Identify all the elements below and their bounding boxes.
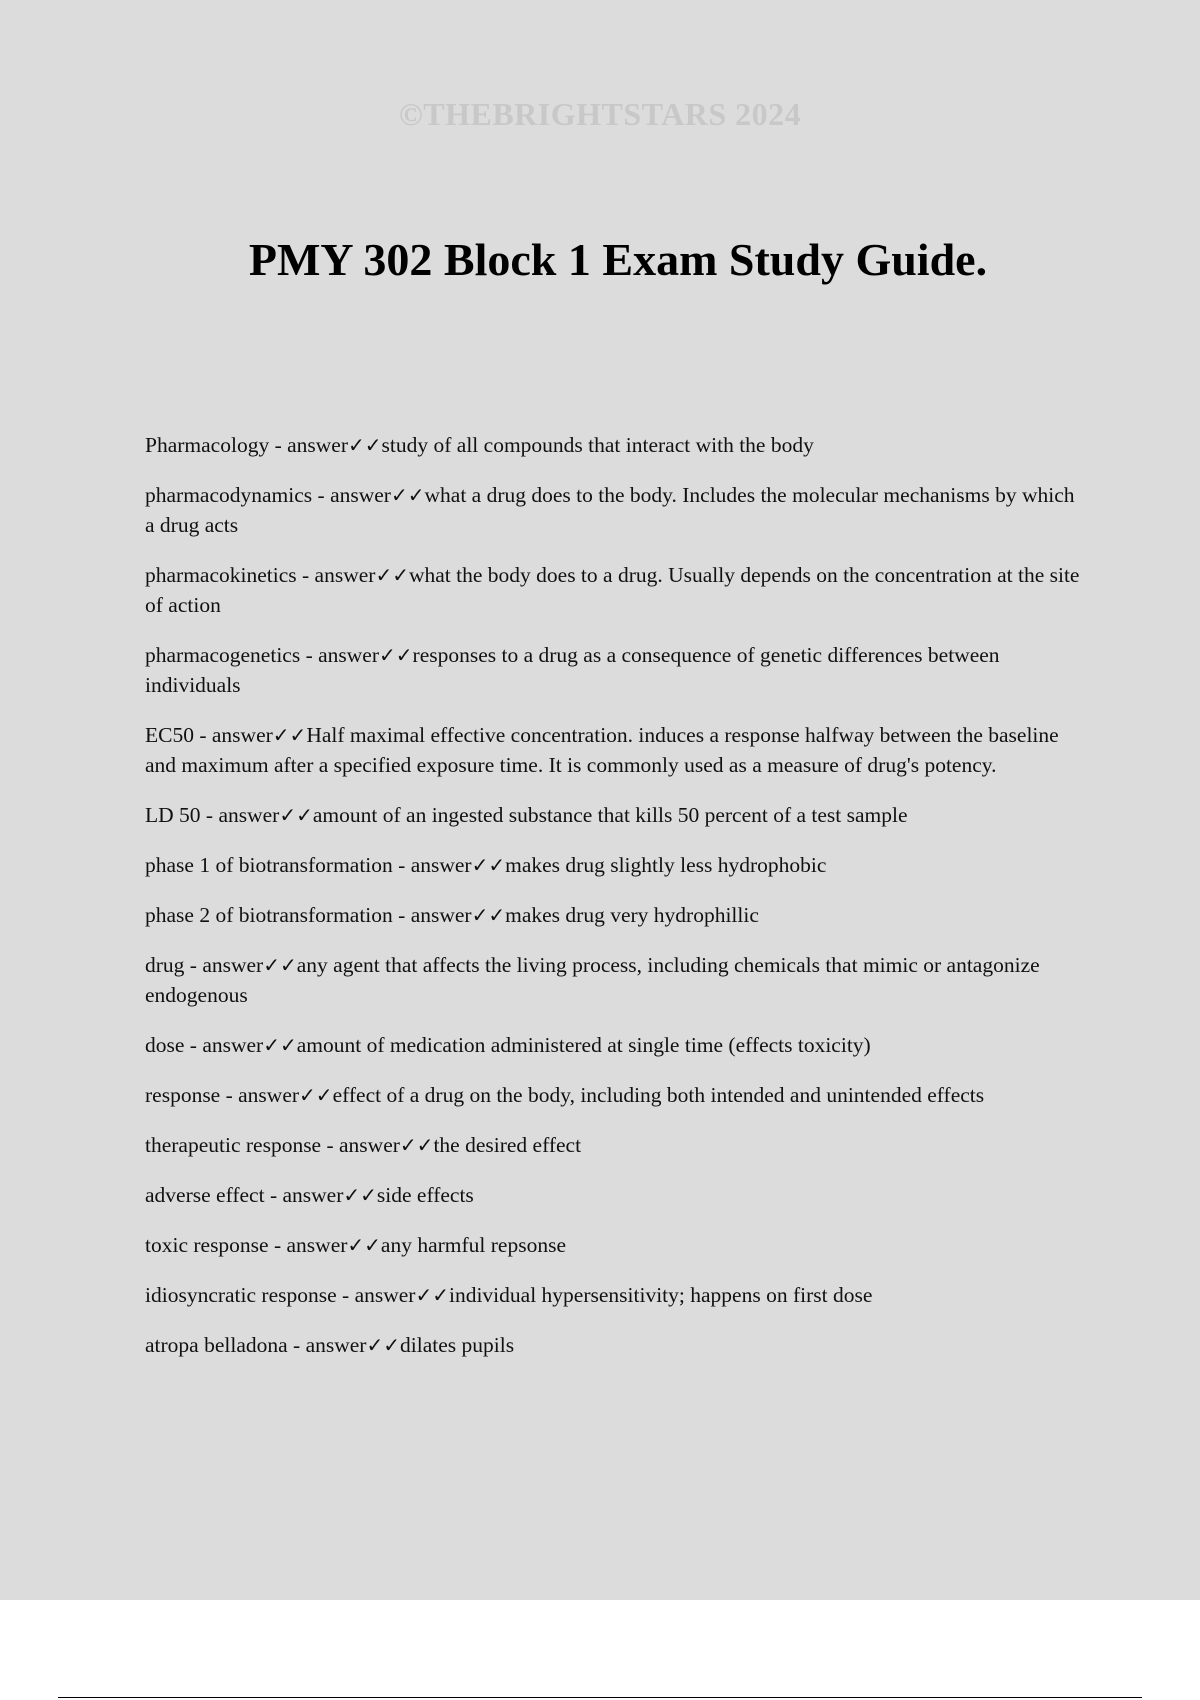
double-check-icon: ✓✓ bbox=[343, 1183, 377, 1207]
study-guide-entries bbox=[145, 430, 1080, 1380]
study-entry bbox=[145, 480, 1080, 540]
entry-separator: - answer bbox=[336, 1283, 416, 1307]
entry-separator: - answer bbox=[321, 1133, 400, 1157]
entry-answer: what a drug does to the body. Includes the molecular mechanisms by which a drug acts bbox=[145, 483, 1075, 537]
entry-separator: - answer bbox=[264, 1183, 344, 1207]
study-entry bbox=[145, 950, 1080, 1010]
entry-term: toxic response bbox=[145, 1233, 269, 1257]
double-check-icon: ✓✓ bbox=[375, 563, 409, 587]
entry-answer: makes drug slightly less hydrophobic bbox=[505, 853, 827, 877]
entry-separator: - answer bbox=[296, 563, 376, 587]
study-entry bbox=[145, 1130, 1080, 1160]
entry-answer: dilates pupils bbox=[400, 1333, 515, 1357]
double-check-icon: ✓✓ bbox=[415, 1283, 449, 1307]
entry-separator: - answer bbox=[184, 1033, 264, 1057]
entry-answer: any harmful repsonse bbox=[380, 1233, 567, 1257]
entry-separator: - answer bbox=[312, 483, 391, 507]
entry-answer: study of all compounds that interact with the body bbox=[381, 433, 814, 457]
entry-separator: - answer bbox=[392, 853, 472, 877]
double-check-icon: ✓✓ bbox=[347, 1233, 381, 1257]
entry-separator: - answer bbox=[184, 953, 264, 977]
study-entry bbox=[145, 1030, 1080, 1060]
entry-term: drug bbox=[145, 953, 185, 977]
entry-term: phase 2 of biotransformation bbox=[145, 903, 393, 927]
entry-separator: - answer bbox=[287, 1333, 367, 1357]
entry-term: therapeutic response bbox=[145, 1133, 322, 1157]
double-check-icon: ✓✓ bbox=[272, 723, 307, 747]
double-check-icon: ✓✓ bbox=[348, 433, 382, 457]
entry-separator: - answer bbox=[200, 803, 280, 827]
entry-term: Pharmacology bbox=[145, 433, 270, 457]
entry-answer: any agent that affects the living process, including chemicals that mimic or antagonize endogenous bbox=[145, 953, 1040, 1007]
study-entry bbox=[145, 1330, 1080, 1360]
entry-term: pharmacodynamics bbox=[145, 483, 313, 507]
study-entry bbox=[145, 900, 1080, 930]
study-entry bbox=[145, 430, 1080, 460]
entry-separator: - answer bbox=[193, 723, 273, 747]
entry-answer: the desired effect bbox=[433, 1133, 582, 1157]
entry-answer: Half maximal effective concentration. induces a response halfway between the baseline and maximum after a specified exposure time. It is commonly used as a measure of drug's potency. bbox=[145, 723, 1059, 777]
footer-divider bbox=[58, 1697, 1142, 1698]
entry-answer: what the body does to a drug. Usually depends on the concentration at the site of action bbox=[145, 563, 1080, 617]
double-check-icon: ✓✓ bbox=[263, 953, 297, 977]
double-check-icon: ✓✓ bbox=[299, 1083, 333, 1107]
study-entry bbox=[145, 1180, 1080, 1210]
study-entry bbox=[145, 850, 1080, 880]
study-entry bbox=[145, 1230, 1080, 1260]
double-check-icon: ✓✓ bbox=[471, 903, 506, 927]
entry-separator: - answer bbox=[392, 903, 472, 927]
entry-term: atropa belladona bbox=[145, 1333, 288, 1357]
copyright-watermark: ©THEBRIGHTSTARS 2024 bbox=[398, 96, 802, 132]
double-check-icon: ✓✓ bbox=[366, 1333, 400, 1357]
entry-answer: responses to a drug as a consequence of genetic differences between individuals bbox=[145, 643, 1000, 697]
page-title: PMY 302 Block 1 Exam Study Guide. bbox=[248, 234, 988, 285]
entry-answer: amount of medication administered at single time (effects toxicity) bbox=[296, 1033, 871, 1057]
entry-term: phase 1 of biotransformation bbox=[145, 853, 393, 877]
entry-term: adverse effect bbox=[145, 1183, 265, 1207]
study-entry bbox=[145, 640, 1080, 700]
double-check-icon: ✓✓ bbox=[399, 1133, 434, 1157]
entry-answer: individual hypersensitivity; happens on first dose bbox=[448, 1283, 873, 1307]
entry-separator: - answer bbox=[268, 1233, 348, 1257]
study-entry bbox=[145, 720, 1080, 780]
entry-separator: - answer bbox=[220, 1083, 300, 1107]
double-check-icon: ✓✓ bbox=[263, 1033, 297, 1057]
entry-answer: effect of a drug on the body, including both intended and unintended effects bbox=[332, 1083, 985, 1107]
entry-answer: makes drug very hydrophillic bbox=[505, 903, 759, 927]
entry-term: pharmacogenetics bbox=[145, 643, 301, 667]
double-check-icon: ✓✓ bbox=[279, 803, 313, 827]
entry-answer: side effects bbox=[376, 1183, 474, 1207]
entry-term: idiosyncratic response bbox=[145, 1283, 337, 1307]
entry-term: EC50 bbox=[145, 723, 194, 747]
entry-term: dose bbox=[145, 1033, 185, 1057]
entry-term: response bbox=[145, 1083, 221, 1107]
study-entry bbox=[145, 1280, 1080, 1310]
entry-separator: - answer bbox=[300, 643, 380, 667]
double-check-icon: ✓✓ bbox=[471, 853, 506, 877]
entry-answer: amount of an ingested substance that kills 50 percent of a test sample bbox=[312, 803, 908, 827]
entry-separator: - answer bbox=[269, 433, 349, 457]
study-entry bbox=[145, 1080, 1080, 1110]
entry-term: LD 50 bbox=[145, 803, 201, 827]
study-entry bbox=[145, 800, 1080, 830]
double-check-icon: ✓✓ bbox=[390, 483, 425, 507]
entry-term: pharmacokinetics bbox=[145, 563, 297, 587]
double-check-icon: ✓✓ bbox=[379, 643, 413, 667]
study-entry bbox=[145, 560, 1080, 620]
